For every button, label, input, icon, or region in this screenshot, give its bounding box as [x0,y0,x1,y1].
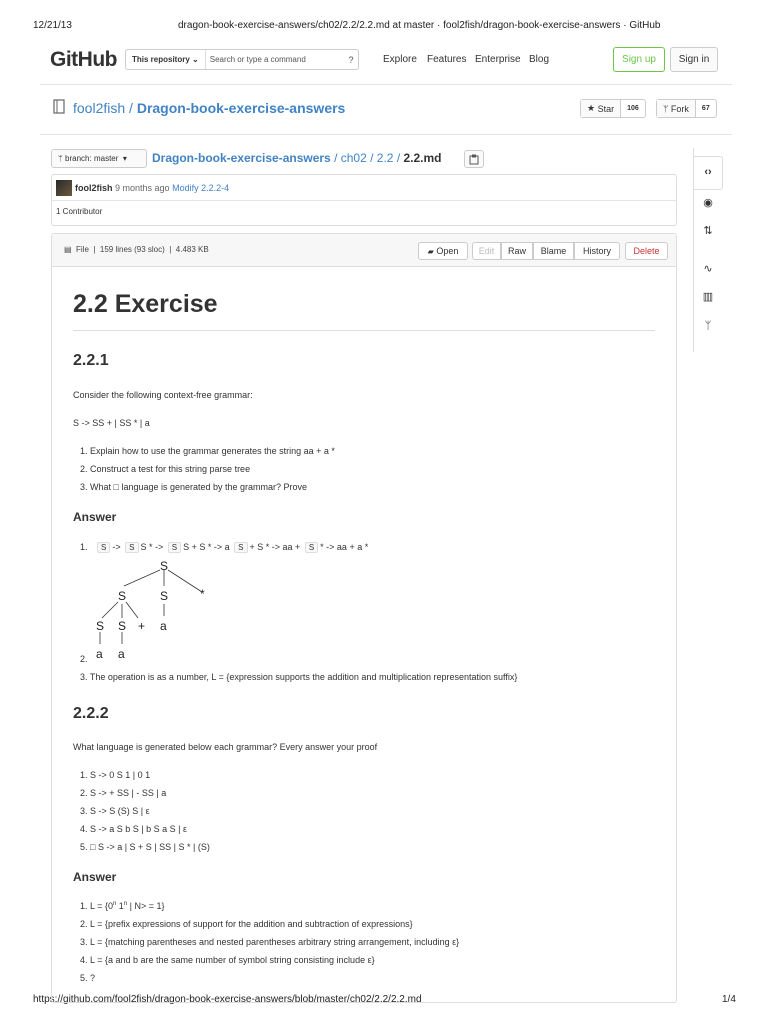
list-item: 5. □ S -> a | S + S | SS | S * | (S) [80,842,210,852]
branch-label: branch: master [65,154,119,163]
print-url: https://github.com/fool2fish/dragon-book-exercise-answers/blob/master/ch02/2.2/2.2.md [33,994,422,1005]
list-item: 1. S -> 0 S 1 | 0 1 [80,770,151,780]
branch-icon: ᛘ [58,154,63,163]
tree-node: a [96,647,103,661]
github-logo[interactable]: GitHub [50,48,117,71]
list-item: 2. [80,654,88,664]
copy-path-button[interactable] [464,150,484,168]
list-item: 1. $L = \{0^n$ 1$^n$ | N> = 1} [80,901,165,911]
fork-label: Fork [670,103,689,114]
repo-icon [52,99,66,115]
caret-down-icon: ▾ [122,154,127,163]
tree-node: a [160,619,167,633]
breadcrumb [152,151,442,165]
list-item: 5. ? [80,973,96,983]
star-icon: ★ [587,103,596,113]
repo-separator: / [125,100,137,116]
graph-icon[interactable]: ▥ [702,291,714,303]
list-item: 3. What □ language is generated by the grammar? Prove [80,482,308,492]
breadcrumb-separator: / [366,151,377,165]
commit-author[interactable]: fool2fish [75,183,113,193]
breadcrumb-2-2[interactable]: 2.2 [376,151,394,165]
tree-node: S [96,619,105,633]
chevron-down-icon: ⌄ [192,55,199,64]
answer-heading: Answer [73,510,117,524]
list-item: 2. Construct a test for this string parse tree [80,464,251,474]
doc-title: 2.2 Exercise [73,290,218,318]
grammar: S -> SS + | SS * | a [73,418,150,428]
contributors[interactable]: 1 Contributor [56,207,103,216]
nav-blog[interactable]: Blog [529,54,550,65]
search-bar[interactable] [125,49,359,70]
breadcrumb-root[interactable]: Dragon-book-exercise-answers [152,151,331,165]
file-meta: ▤ File | 159 lines (93 sloc) | 4.483 KB [64,245,209,254]
branch-selector[interactable] [51,149,147,168]
paragraph: What language is generated below each grammar? Every answer your proof [73,742,378,752]
breadcrumb-separator: / [330,151,341,165]
parse-tree [88,556,228,666]
list-item: 4. L = {a and b are the same number of symbol string consisting include ε} [80,955,375,965]
avatar[interactable] [56,180,72,196]
search-scope[interactable]: This repository ⌄ [126,50,206,69]
network-icon[interactable]: ᛘ [704,320,712,332]
pull-request-icon[interactable]: ⇅ [703,225,713,237]
blame-button[interactable]: Blame [533,242,574,260]
tree-node: a [118,647,125,661]
open-button[interactable]: ▰ Open [418,242,468,260]
breadcrumb-separator: / [393,151,404,165]
edit-button[interactable]: Edit [472,242,501,260]
repo-owner-link[interactable]: fool2fish [73,100,126,116]
repo-title [73,100,345,116]
raw-button[interactable]: Raw [501,242,533,260]
tree-node: S [118,589,127,603]
paragraph: Consider the following context-free grammar: [73,390,253,400]
divider [40,84,732,85]
divider [73,330,655,331]
tree-node: * [200,587,205,601]
fork-count[interactable]: 67 [701,105,710,112]
star-count[interactable]: 106 [627,105,639,112]
issue-icon[interactable]: ◉ [703,197,713,209]
list-item: 3. S -> S (S) S | ε [80,806,150,816]
section-2-2-1: 2.2.1 [73,352,109,369]
history-button[interactable]: History [574,242,620,260]
tree-node: + [138,619,146,633]
list-item: 2. S -> + SS | - SS | a [80,788,167,798]
print-title: dragon-book-exercise-answers/ch02/2.2/2.2.md at master · fool2fish/dragon-book-exercise-answers · GitHub [178,20,661,31]
file-icon: ▤ [64,245,72,254]
derivation: 1. S -> S S * -> S S + S * -> a S + S * -> aa + S * -> aa + a * [80,542,369,552]
file-lines: 159 lines (93 sloc) [99,245,165,254]
print-page: 1/4 [722,994,736,1005]
tree-node: S [160,559,169,573]
pulse-icon[interactable]: ∿ [703,263,713,275]
print-date: 12/21/13 [33,20,72,31]
sign-in-button[interactable]: Sign in [670,47,718,72]
delete-button[interactable]: Delete [625,242,668,260]
file-label: File [76,245,89,254]
desktop-icon: ▰ [427,246,434,256]
clipboard-icon [469,154,479,165]
nav-explore[interactable]: Explore [383,54,417,65]
repo-side-nav [693,148,722,352]
commit-time: 9 months ago [115,183,170,193]
fork-button[interactable] [656,99,717,118]
nav-features[interactable]: Features [427,54,467,65]
answer-heading: Answer [73,870,117,884]
search-input[interactable]: Search or type a command [209,55,306,64]
commit-message[interactable]: Modify 2.2.2-4 [172,183,230,193]
repo-name-link[interactable]: Dragon-book-exercise-answers [136,100,346,116]
list-item: 2. L = {prefix expressions of support for the addition and subtraction of expressions} [80,919,413,929]
breadcrumb-ch02[interactable]: ch02 [340,151,367,165]
divider [40,134,732,135]
breadcrumb-file: 2.2.md [403,151,442,165]
list-item: 3. L = {matching parentheses and nested parentheses arbitrary string arrangement, including ε} [80,937,460,947]
list-item: 4. S -> a S b S | b S a S | ε [80,824,187,834]
commit-info [51,174,677,226]
tree-node: S [160,589,169,603]
sign-up-button[interactable]: Sign up [613,47,665,72]
tree-node: S [118,619,127,633]
list-item: 1. Explain how to use the grammar generates the string aa + a * [80,446,335,456]
fork-icon: ᛘ [663,103,669,114]
star-button[interactable] [580,99,646,118]
file-size: 4.483 KB [175,245,209,254]
code-icon[interactable]: ‹› [704,166,712,178]
star-label: Star [597,103,615,114]
help-icon[interactable]: ? [348,54,354,65]
section-2-2-2: 2.2.2 [73,705,109,722]
list-item: 3. The operation is as a number, L = {expression supports the addition and multiplication representation suffix} [80,672,518,682]
nav-enterprise[interactable]: Enterprise [475,54,521,65]
